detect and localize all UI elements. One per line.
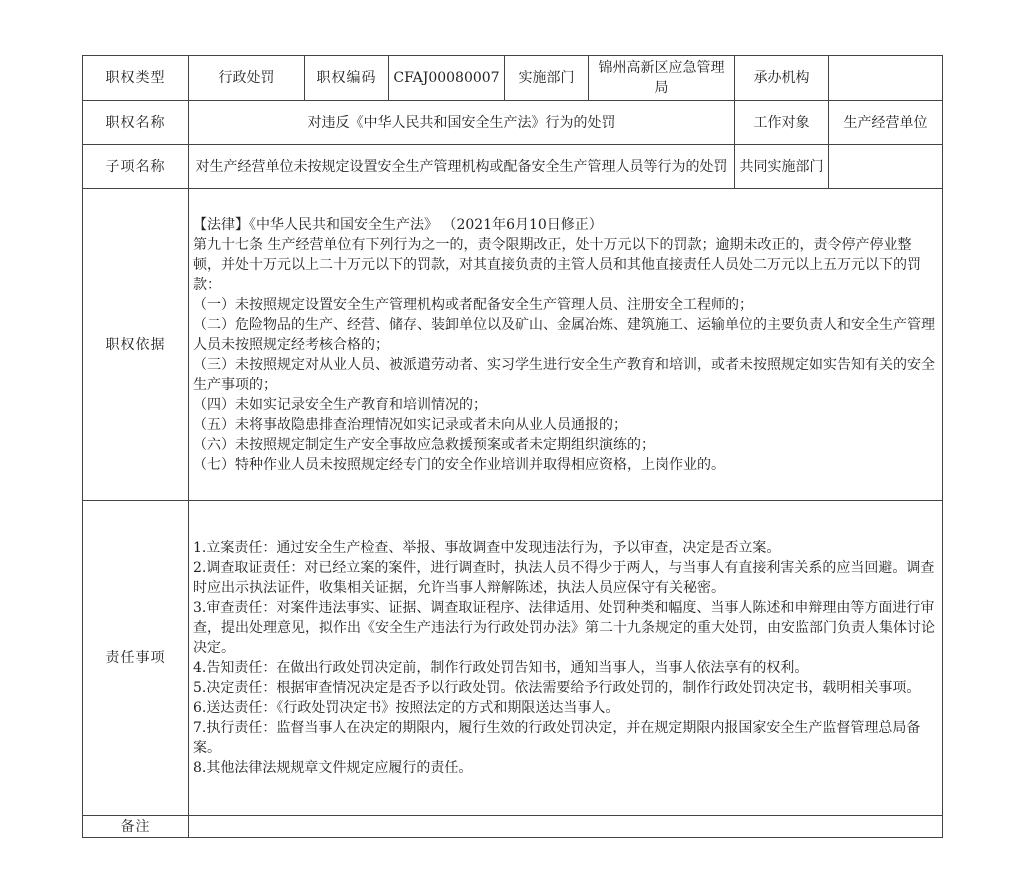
authority-name-label: 职权名称 (83, 101, 189, 145)
row-authority-name (83, 101, 943, 145)
basis-line: （四）未如实记录安全生产教育和培训情况的； (193, 396, 487, 413)
sub-item-value: 对生产经营单位未按规定设置安全生产管理机构或配备安全生产管理人员等行为的处罚 (189, 145, 735, 189)
row-remarks (83, 816, 943, 838)
handling-org-value (829, 56, 943, 101)
duties-content (189, 501, 943, 816)
duties-label: 责任事项 (83, 501, 189, 816)
basis-line: （六）未按照规定制定生产安全事故应急救援预案或者未定期组织演练的； (193, 436, 655, 453)
authority-table (82, 55, 943, 838)
basis-line: 第九十七条 生产经营单位有下列行为之一的，责令限期改正，处十万元以下的罚款；逾期未改正的，责令停产停业整顿，并处十万元以上二十万元以下的罚款，对其直接负责的主管人员和其他直接责任人员处二万元以上五万元以下的罚款： (193, 236, 921, 293)
basis-line: （二）危险物品的生产、经营、储存、装卸单位以及矿山、金属冶炼、建筑施工、运输单位的主要负责人和安全生产管理人员未按照规定经考核合格的； (193, 316, 935, 353)
legal-basis-label: 职权依据 (83, 189, 189, 501)
basis-line: （一）未按照规定设置安全生产管理机构或者配备安全生产管理人员、注册安全工程师的； (193, 296, 753, 313)
duty-line: 7.执行责任：监督当事人在决定的期限内，履行生效的行政处罚决定，并在规定期限内报国家安全生产监督管理总局备案。 (193, 720, 921, 756)
duty-line: 4.告知责任：在做出行政处罚决定前，制作行政处罚告知书，通知当事人，当事人依法享有的权利。 (193, 660, 809, 676)
work-target-label: 工作对象 (735, 101, 829, 145)
row-duties (83, 501, 943, 816)
authority-type-label: 职权类型 (83, 56, 189, 101)
legal-basis-content (189, 189, 943, 501)
implementing-dept-label: 实施部门 (505, 56, 589, 101)
duty-line: 8.其他法律法规规章文件规定应履行的责任。 (193, 760, 473, 776)
authority-code-label: 职权编码 (305, 56, 389, 101)
row-authority-type (83, 56, 943, 101)
basis-line: （三）未按照规定对从业人员、被派遣劳动者、实习学生进行安全生产教育和培训，或者未按照规定如实告知有关的安全生产事项的； (193, 356, 935, 393)
row-sub-item (83, 145, 943, 189)
joint-dept-value (829, 145, 943, 189)
authority-type-value: 行政处罚 (189, 56, 305, 101)
duty-line: 6.送达责任：《行政处罚决定书》按照法定的方式和期限送达当事人。 (193, 700, 620, 716)
work-target-value: 生产经营单位 (829, 101, 943, 145)
duty-line: 5.决定责任：根据审查情况决定是否予以行政处罚。依法需要给予行政处罚的，制作行政处罚决定书，载明相关事项。 (193, 680, 921, 696)
remarks-value (189, 816, 943, 838)
authority-code-value: CFAJ00080007 (389, 56, 505, 101)
basis-line: （七）特种作业人员未按照规定经专门的安全作业培训并取得相应资格，上岗作业的。 (193, 456, 725, 473)
row-legal-basis (83, 189, 943, 501)
sub-item-label: 子项名称 (83, 145, 189, 189)
duty-line: 2.调查取证责任：对已经立案的案件，进行调查时，执法人员不得少于两人，与当事人有直接利害关系的应当回避。调查时应出示执法证件，收集相关证据，允许当事人辩解陈述，执法人员应保守有关秘密。 (193, 560, 935, 596)
basis-line: （五）未将事故隐患排查治理情况如实记录或者未向从业人员通报的； (193, 416, 627, 433)
authority-name-value: 对违反《中华人民共和国安全生产法》行为的处罚 (189, 101, 735, 145)
basis-line: 【法律】《中华人民共和国安全生产法》 （2021年6月10日修正） (193, 216, 603, 233)
implementing-dept-value: 锦州高新区应急管理局 (589, 56, 735, 101)
remarks-label: 备注 (83, 816, 189, 838)
duty-line: 3.审查责任：对案件违法事实、证据、调查取证程序、法律适用、处罚种类和幅度、当事人陈述和申辩理由等方面进行审查，提出处理意见，拟作出《安全生产违法行为行政处罚办法》第二十九条规定的重大处罚，由安监部门负责人集体讨论决定。 (193, 600, 935, 656)
duty-line: 1.立案责任：通过安全生产检查、举报、事故调查中发现违法行为，予以审查，决定是否立案。 (193, 540, 781, 556)
handling-org-label: 承办机构 (735, 56, 829, 101)
joint-dept-label: 共同实施部门 (735, 145, 829, 189)
